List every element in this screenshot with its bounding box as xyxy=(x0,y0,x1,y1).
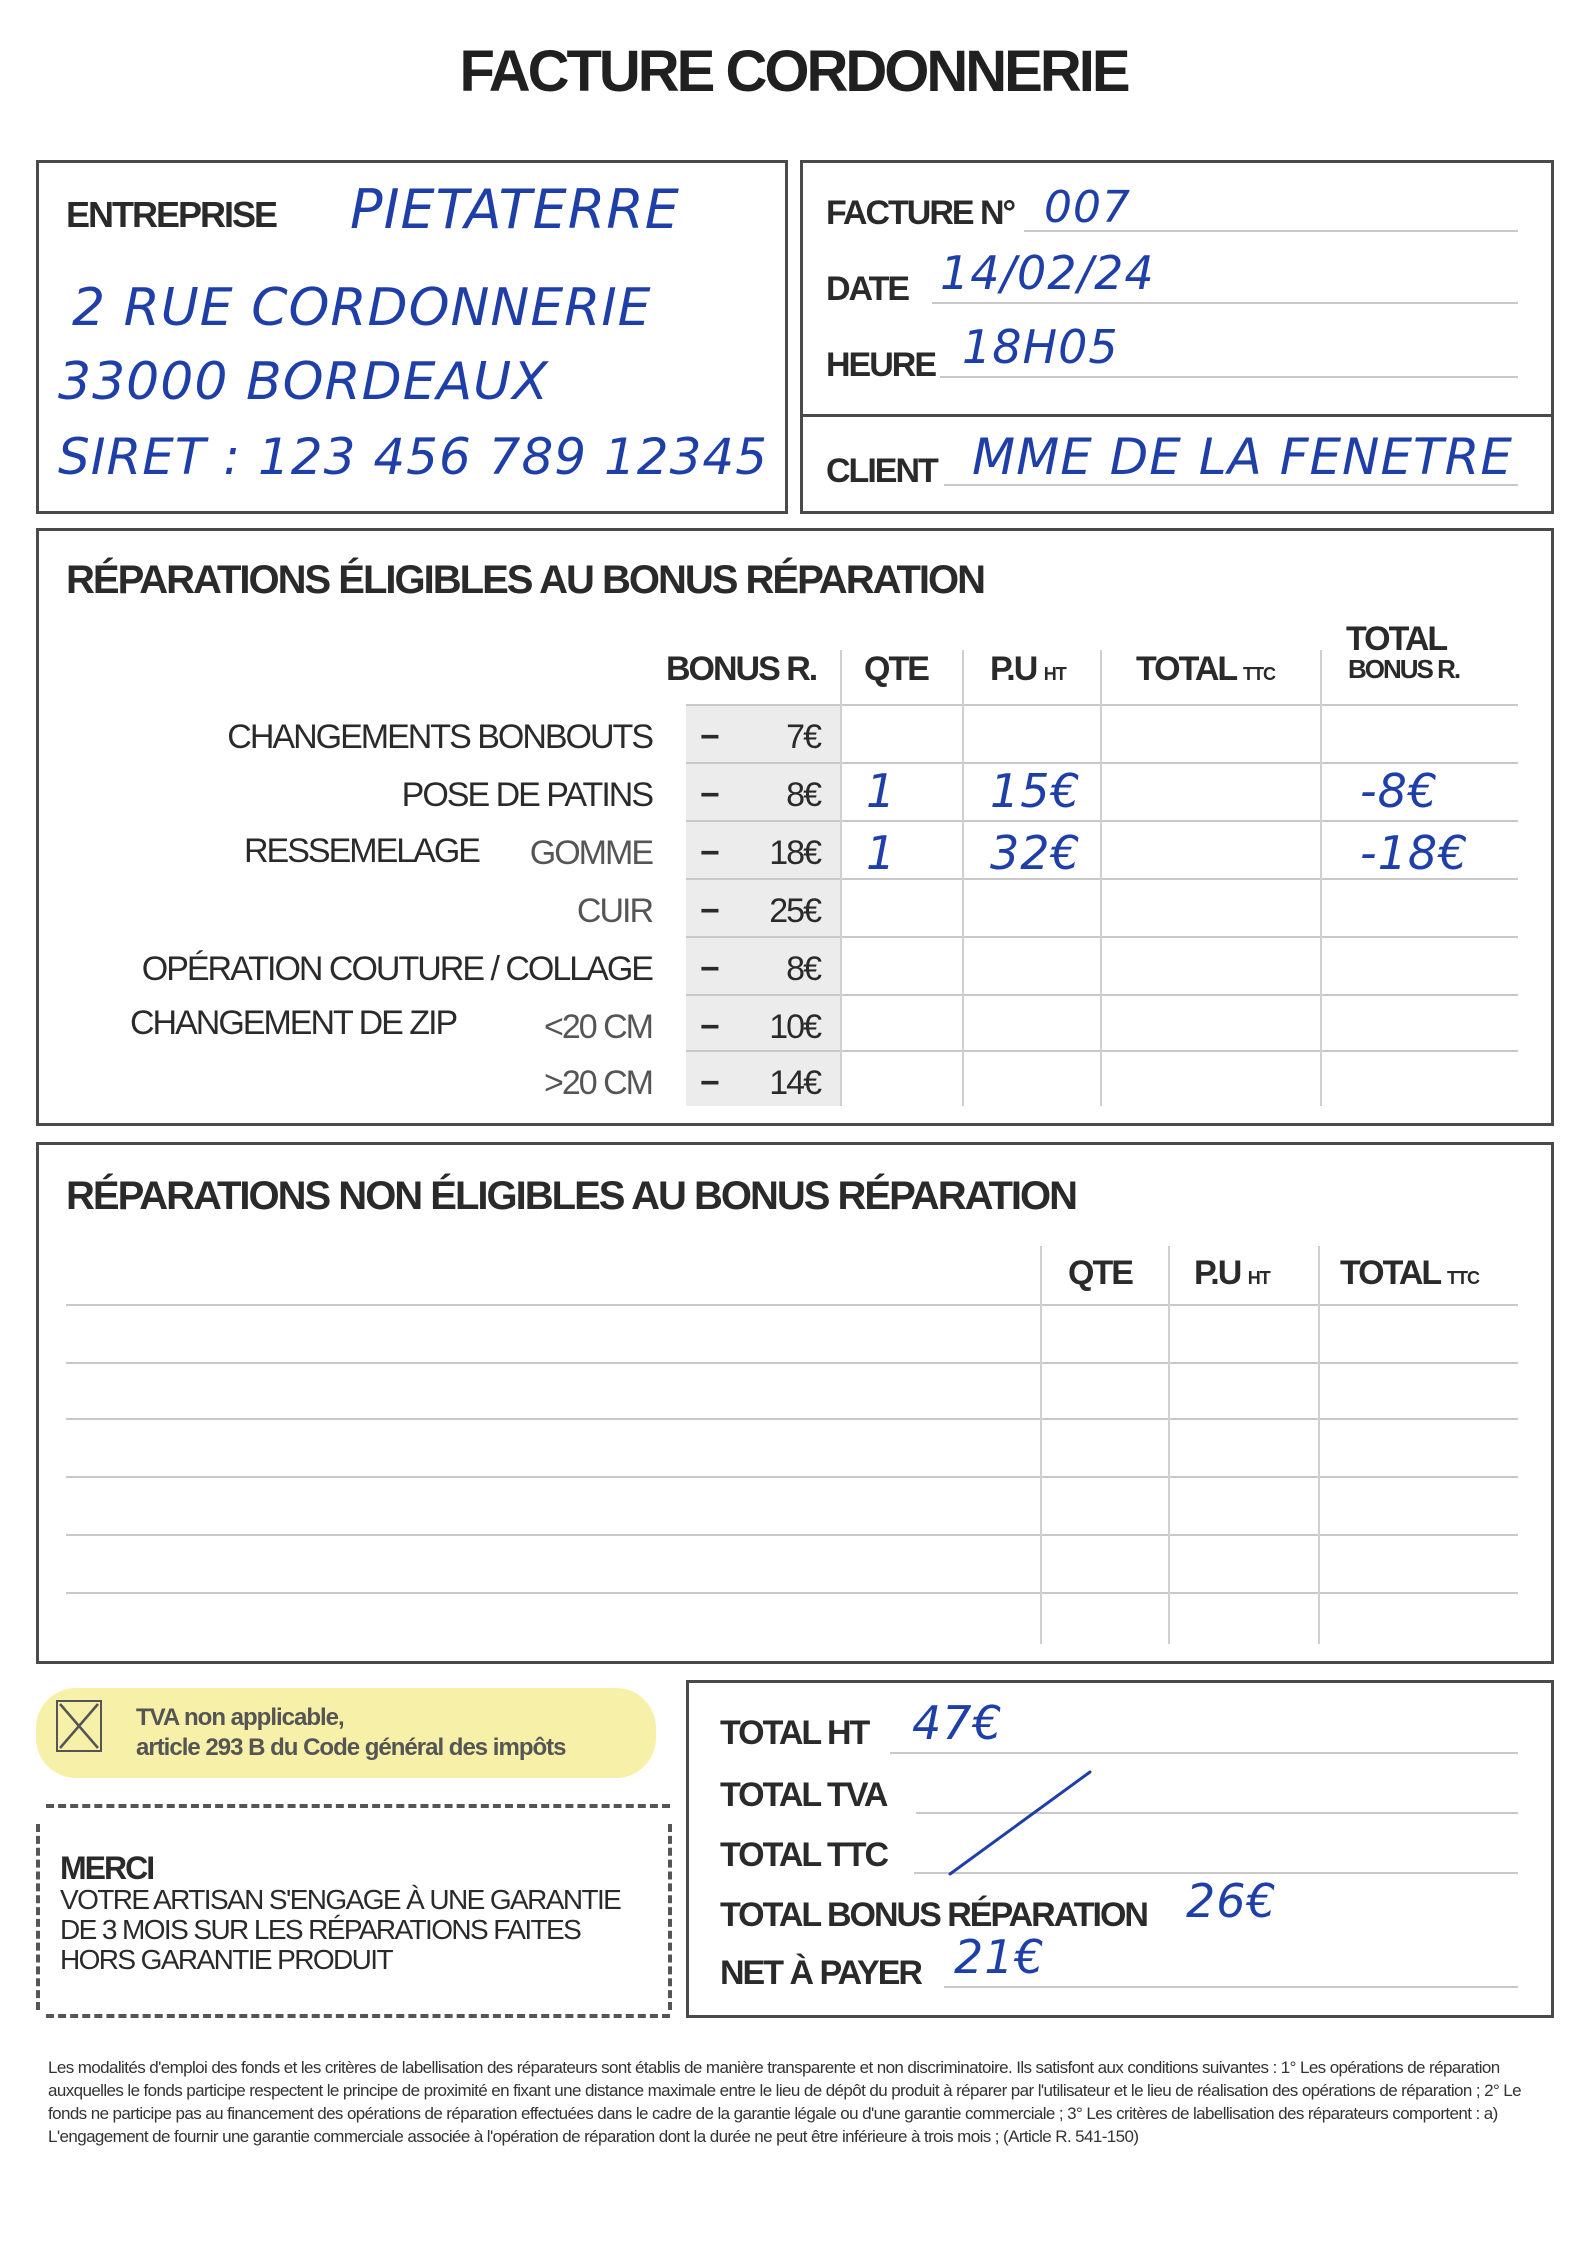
total-bonus-value: 26€ xyxy=(1186,1874,1277,1928)
total-ht-value: 47€ xyxy=(912,1696,1003,1750)
grid-line xyxy=(686,936,1518,938)
row-label: OPÉRATION COUTURE / COLLAGE xyxy=(141,950,652,988)
merci-title: MERCI xyxy=(60,1850,154,1886)
ne-header-pu: P.U HT xyxy=(1194,1254,1270,1292)
company-address-2: 33000 BORDEAUX xyxy=(58,352,549,412)
total-bonus-value: -8€ xyxy=(1360,764,1439,818)
company-name: PIETATERRE xyxy=(350,178,680,241)
underline xyxy=(940,376,1518,378)
tva-note-line-1: TVA non applicable, xyxy=(136,1704,344,1731)
header-qte: QTE xyxy=(864,650,928,688)
non-eligible-box xyxy=(36,1142,1554,1664)
bonus-value: − 14€ xyxy=(700,1064,820,1102)
grid-line xyxy=(66,1304,1518,1306)
unit-price-value: 32€ xyxy=(990,826,1081,880)
header-total-bonus-1: TOTAL xyxy=(1346,620,1447,658)
grid-vline xyxy=(1318,1246,1320,1644)
grid-line xyxy=(66,1534,1518,1536)
dashed-border xyxy=(46,1804,670,1808)
dashed-border xyxy=(668,1824,672,2010)
row-label: POSE DE PATINS xyxy=(401,776,652,814)
date-value: 14/02/24 xyxy=(940,246,1155,300)
header-pu: P.U HT xyxy=(990,650,1066,688)
ne-header-total: TOTAL TTC xyxy=(1340,1254,1480,1292)
divider xyxy=(800,414,1554,417)
grid-line xyxy=(66,1362,1518,1364)
row-label: RESSEMELAGE xyxy=(244,832,479,870)
time-value: 18H05 xyxy=(962,320,1119,374)
underline xyxy=(890,1752,1518,1754)
row-sublabel: CUIR xyxy=(576,892,652,930)
company-siret: SIRET : 123 456 789 12345 xyxy=(58,428,769,486)
grid-line xyxy=(66,1592,1518,1594)
grid-line xyxy=(686,994,1518,996)
grid-vline xyxy=(1040,1246,1042,1644)
grid-line xyxy=(686,1050,1518,1052)
bonus-value: − 10€ xyxy=(700,1008,820,1046)
dashed-border xyxy=(36,1824,40,2010)
client-label: CLIENT xyxy=(826,452,937,490)
grid-vline xyxy=(1168,1246,1170,1644)
row-sublabel: >20 CM xyxy=(544,1064,652,1102)
bonus-value: − 25€ xyxy=(700,892,820,930)
net-label: NET À PAYER xyxy=(720,1954,921,1992)
row-sublabel: <20 CM xyxy=(544,1008,652,1046)
client-value: MME DE LA FENETRE xyxy=(972,428,1513,486)
total-ht-label: TOTAL HT xyxy=(720,1714,869,1752)
merci-line-2: DE 3 MOIS SUR LES RÉPARATIONS FAITES xyxy=(60,1914,581,1945)
invoice-number: 007 xyxy=(1044,182,1131,233)
check-x-icon xyxy=(58,1702,100,1750)
grid-vline xyxy=(1100,650,1102,1106)
bonus-value: − 7€ xyxy=(700,718,820,756)
grid-line xyxy=(66,1418,1518,1420)
total-tva-label: TOTAL TVA xyxy=(720,1776,887,1814)
bonus-value: − 18€ xyxy=(700,834,820,872)
total-ttc-label: TOTAL TTC xyxy=(720,1836,888,1874)
eligible-title: RÉPARATIONS ÉLIGIBLES AU BONUS RÉPARATION xyxy=(66,558,985,602)
total-bonus-value: -18€ xyxy=(1360,826,1469,880)
grid-vline xyxy=(840,650,842,1106)
tva-highlight xyxy=(36,1688,656,1778)
tva-note-line-2: article 293 B du Code général des impôts xyxy=(136,1734,566,1761)
qty-value: 1 xyxy=(866,764,897,818)
ne-header-qte: QTE xyxy=(1068,1254,1132,1292)
dashed-border xyxy=(46,2014,670,2018)
unit-price-value: 15€ xyxy=(990,764,1081,818)
grid-line xyxy=(686,820,1518,822)
grid-vline xyxy=(1320,650,1322,1106)
header-total: TOTAL TTC xyxy=(1136,650,1276,688)
total-bonus-label: TOTAL BONUS RÉPARATION xyxy=(720,1896,1147,1934)
merci-line-1: VOTRE ARTISAN S'ENGAGE À UNE GARANTIE xyxy=(60,1884,621,1915)
net-value: 21€ xyxy=(954,1930,1045,1984)
invoice-number-label: FACTURE N° xyxy=(826,194,1015,232)
non-eligible-title: RÉPARATIONS NON ÉLIGIBLES AU BONUS RÉPARATION xyxy=(66,1174,1077,1218)
strike-through-mark xyxy=(940,1764,1100,1884)
qty-value: 1 xyxy=(866,826,897,880)
underline xyxy=(944,1986,1518,1988)
row-sublabel: GOMME xyxy=(529,834,652,872)
merci-line-3: HORS GARANTIE PRODUIT xyxy=(60,1944,392,1975)
time-label: HEURE xyxy=(826,346,936,384)
row-label: CHANGEMENT DE ZIP xyxy=(130,1004,457,1042)
grid-line xyxy=(686,704,1518,706)
company-address-1: 2 RUE CORDONNERIE xyxy=(72,278,652,338)
page-title: FACTURE CORDONNERIE xyxy=(459,39,1128,104)
bonus-value: − 8€ xyxy=(700,776,820,814)
row-label: CHANGEMENTS BONBOUTS xyxy=(227,718,652,756)
grid-line xyxy=(66,1476,1518,1478)
tva-checkbox[interactable] xyxy=(56,1700,102,1752)
header-bonus: BONUS R. xyxy=(666,650,817,688)
grid-vline xyxy=(962,650,964,1106)
bonus-value: − 8€ xyxy=(700,950,820,988)
footer-legal: Les modalités d'emploi des fonds et les critères de labellisation des réparateurs sont établis de manière transparente et non discriminatoire. Ils satisfont aux conditions suivantes : 1° Les opérations de réparation auxquelles le fonds participe respectent le principe de proximité en fixant une distance maximale entre le lieu de dépôt du produit à réparer par l'utilisateur et le lieu de réalisation des opérations de réparation ; 2° Le fonds ne participe pas au financement des opérations de réparation effectuées dans le cadre de la garantie légale ou d'une garantie commerciale ; 3° Les critères de labellisation des réparateurs comportent : a) L'engagement de fournir une garantie commerciale associée à l'opération de réparation dont la durée ne peut être inférieure à trois mois ; (Article R. 541-150) xyxy=(48,2058,1521,2146)
date-label: DATE xyxy=(826,270,909,308)
underline xyxy=(932,302,1518,304)
header-total-bonus-2: BONUS R. xyxy=(1348,654,1460,684)
company-label: ENTREPRISE xyxy=(66,194,277,235)
